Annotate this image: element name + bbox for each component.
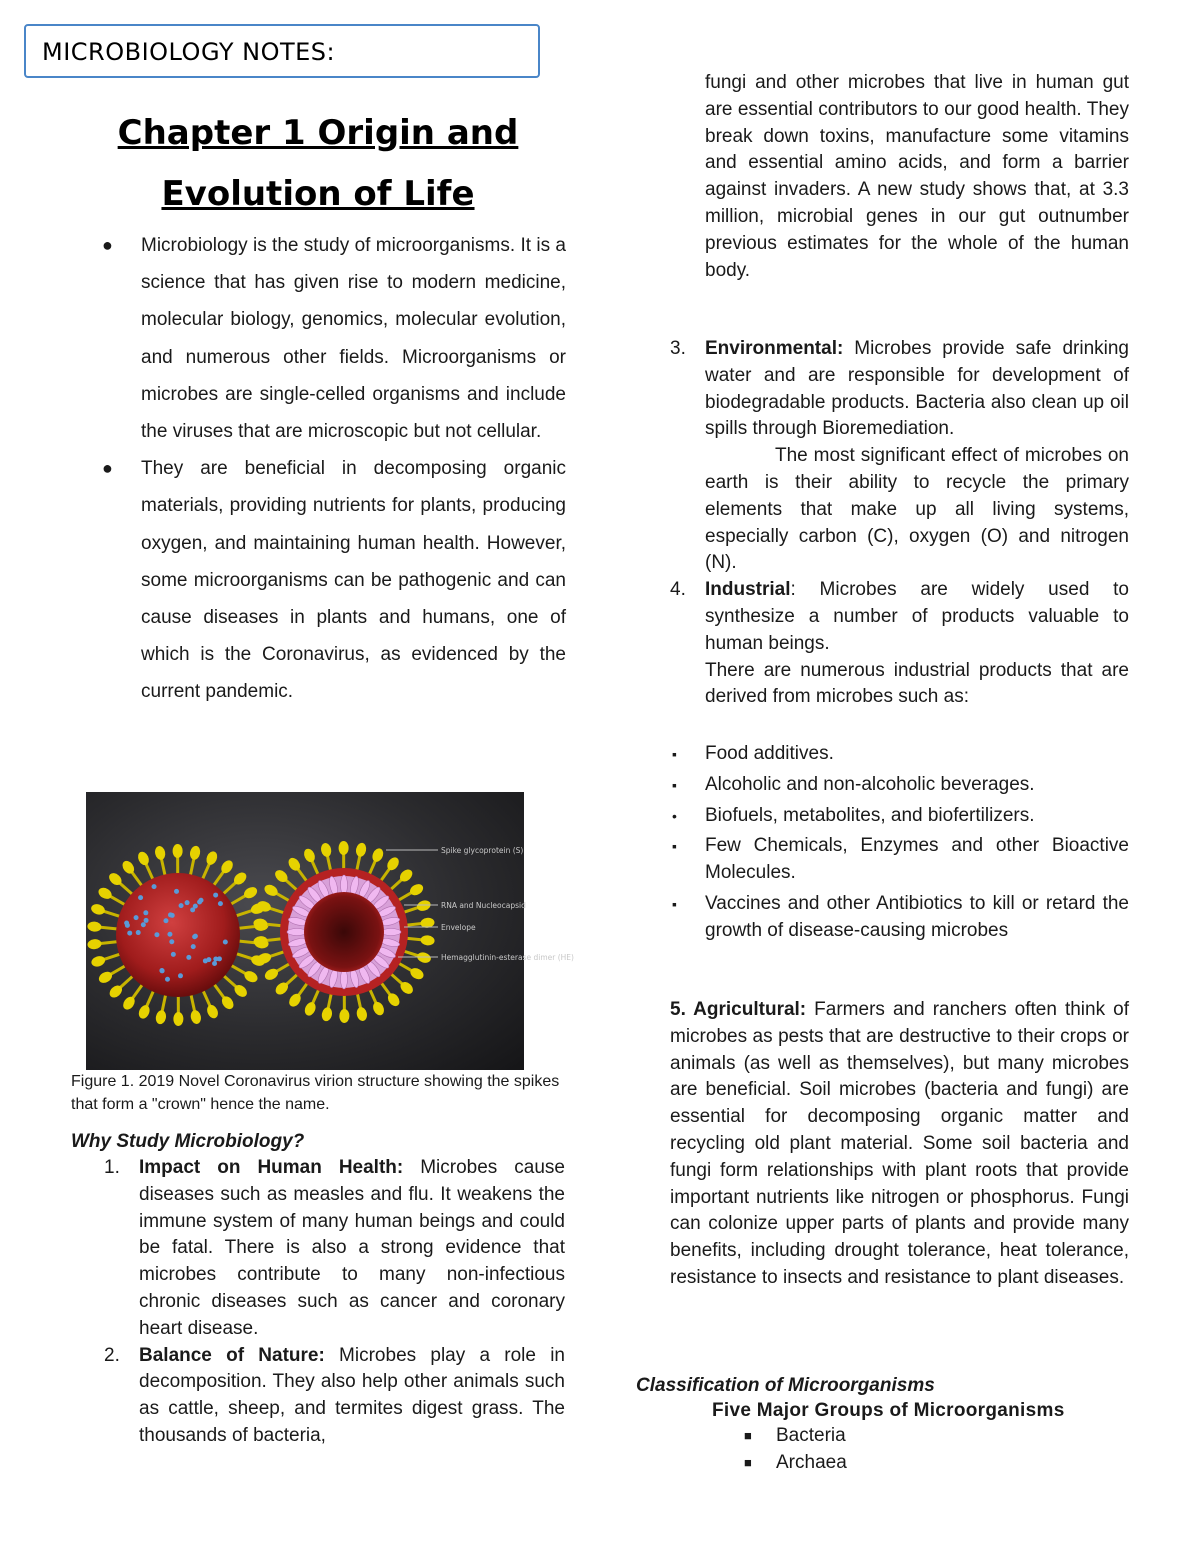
groups-list [742, 1423, 847, 1476]
reason-item: 3. Environmental: Microbes provide safe drinking water and are responsible for development of biodegradable products. Bacteria also clean up oil spills through Bioremediation. The most significant effect of microbes on earth is their ability to recycle the primary elements that make up all living systems, especially carbon (C), oxygen (O) and nitrogen (N). [670, 338, 1129, 574]
notes-header-box: MICROBIOLOGY NOTES: [24, 24, 540, 78]
bullet-icon: ▪ [672, 746, 677, 762]
square-bullet-icon: ■ [744, 1428, 752, 1443]
reason-2-continued: fungi and other microbes that live in human gut are essential contributors to our good health. They break down toxins, manufacture some vitamins and essential amino acids, and form a barrier against invaders. A new study shows that, at 3.3 million, microbial genes in our gut outnumber previous estimates for the whole of the human body. [705, 72, 1129, 281]
list-item: • Biofuels, metabolites, and biofertilizers. [670, 803, 1129, 830]
virion-cross-section [253, 841, 435, 1023]
intro-bullet: ● Microbiology is the study of microorganisms. It is a science that has given rise to modern medicine, molecular biology, genomics, molecular evolution, and numerous other fields. Microorganisms or microbes are single-celled organisms and include the viruses that are microscopic but not cellular. [100, 227, 566, 450]
figure-label: Hemagglutinin-esterase dimer (HE) [441, 953, 574, 962]
bullet-icon: • [672, 807, 677, 824]
bullet-icon: ▪ [672, 895, 677, 912]
reason-item: 1. Impact on Human Health: Microbes cause diseases such as measles and flu. It weakens the immune system of many human beings and could be fatal. There is also a strong evidence that microbes contribute to many non-infectious chronic diseases such as cancer and coronary heart disease. [104, 1157, 566, 1339]
bullet-icon: ▪ [672, 838, 677, 855]
figure-label: RNA and Nucleocapsid [441, 901, 526, 910]
bullet-icon: ● [102, 235, 113, 255]
virion-exterior [87, 844, 269, 1026]
reason-agricultural: 5. Agricultural: Farmers and ranchers often think of microbes as pests that are destructive to their crops or animals (as well as themselves), but many microbes are beneficial. Soil microbes (bacteria and fungi) are essential for decomposing organic matter and recycling old plant material. Some soil bacteria and fungi form relationships with plant roots that provide important nutrients like nitrogen or phosphorus. Fungi can colonize upper parts of plants and provide many benefits, including drought tolerance, heat tolerance, resistance to insects and resistance to plant diseases. [670, 999, 1129, 1288]
reason-item: 2. Balance of Nature: Microbes play a role in decomposition. They also help other animals such as cattle, sheep, and termites digest grass. The thousands of bacteria, [104, 1344, 565, 1446]
coronavirus-illustration [86, 792, 574, 1070]
reasons-list-left [104, 1155, 565, 1450]
chapter-title [70, 103, 566, 225]
square-bullet-icon: ■ [744, 1454, 752, 1470]
figure-label: Spike glycoprotein (S) [441, 846, 524, 855]
chapter-title-line-2: Evolution of Life [161, 174, 475, 214]
list-item: ▪ Vaccines and other Antibiotics to kill or retard the growth of disease-causing microbes [672, 892, 1129, 941]
list-item: ▪ Alcoholic and non-alcoholic beverages. [670, 772, 1129, 799]
reason-item: 4. Industrial: Microbes are widely used to synthesize a number of products valuable to human beings. There are numerous industrial products that are derived from microbes such as: [670, 579, 1129, 708]
bullet-icon: ▪ [672, 776, 677, 793]
industrial-products-list [670, 741, 1129, 949]
intro-bullet: ● They are beneficial in decomposing organic materials, providing nutrients for plants, producing oxygen, and maintaining human health. However, some microorganisms can be pathogenic and can cause diseases in plants and humans, one of which is the Coronavirus, as evidenced by the current pandemic. [100, 450, 566, 710]
list-item: ■ Bacteria [742, 1423, 847, 1450]
list-item: ■ Archaea [742, 1450, 847, 1477]
why-study-heading: Why Study Microbiology? [71, 1131, 305, 1152]
coronavirus-figure [86, 792, 574, 1070]
list-item: ▪ Few Chemicals, Enzymes and other Bioactive Molecules. [672, 835, 1129, 884]
figure-caption: Figure 1. 2019 Novel Coronavirus virion structure showing the spikes that form a "crown" hence the name. [71, 1073, 560, 1113]
figure-label: Envelope [441, 923, 476, 932]
classification-heading: Classification of Microorganisms [636, 1375, 935, 1396]
bullet-icon: ● [102, 458, 113, 479]
list-item: ▪ Food additives. [670, 741, 1129, 768]
intro-bullet-list [100, 227, 566, 711]
chapter-title-line-1: Chapter 1 Origin and [117, 113, 519, 153]
five-groups-heading: Five Major Groups of Microorganisms [712, 1400, 1065, 1421]
reasons-list-right [670, 336, 1129, 711]
